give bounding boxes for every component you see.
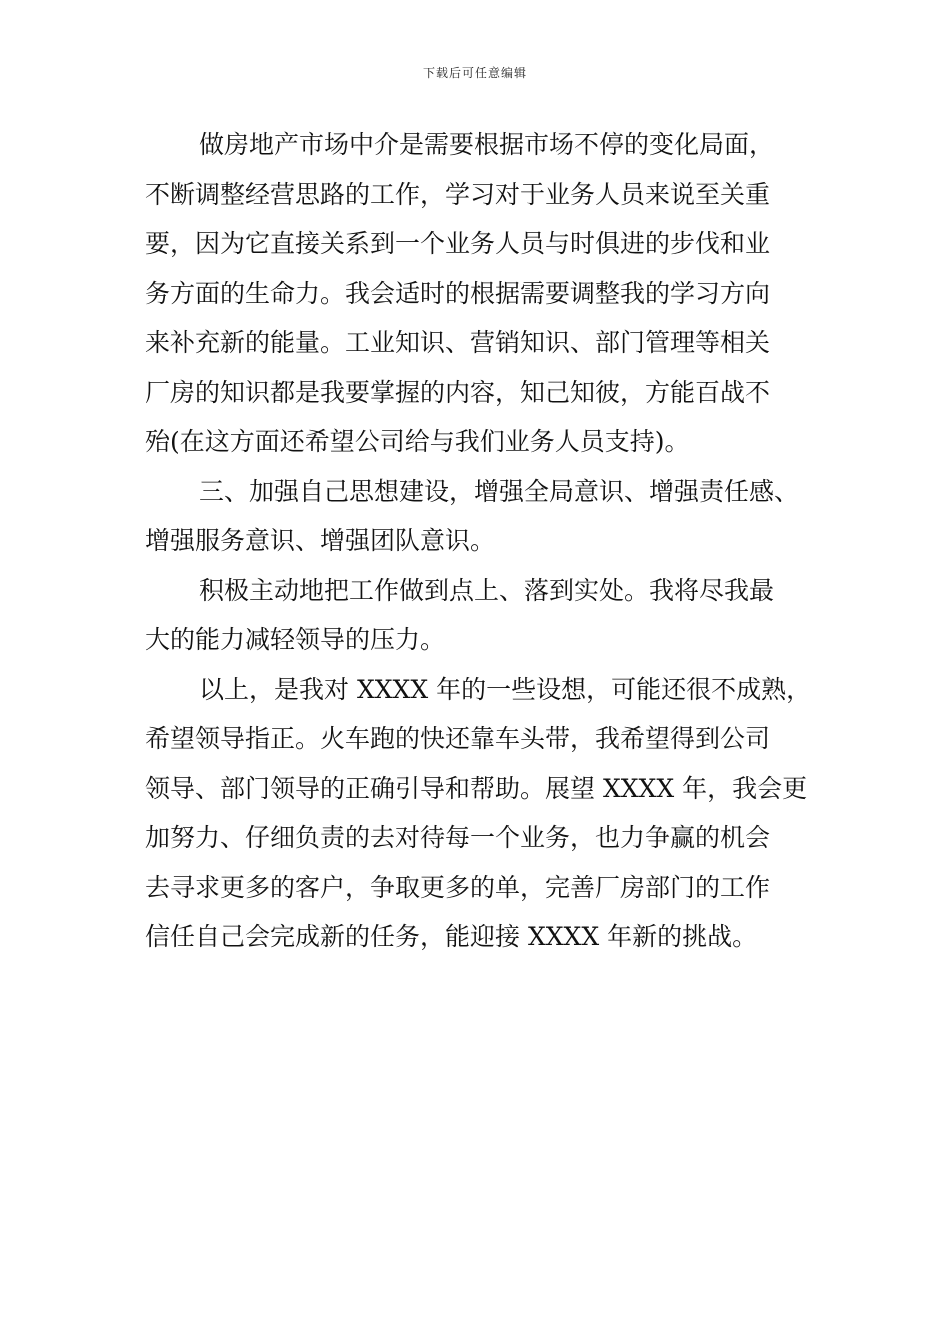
- text-line: 信任自己会完成新的任务，能迎接 XXXX 年新的挑战。: [145, 922, 758, 951]
- text-line: 去寻求更多的客户，争取更多的单，完善厂房部门的工作: [145, 872, 771, 902]
- text-line: 大的能力减轻领导的压力。: [145, 625, 446, 654]
- paragraph: [145, 566, 825, 665]
- text-line: 希望领导指正。火车跑的快还靠车头带，我希望得到公司: [145, 724, 771, 753]
- text-line: 领导、部门领导的正确引导和帮助。展望 XXXX 年，我会更: [145, 773, 808, 803]
- text-line: 三、加强自己思想建设，增强全局意识、增强责任感、: [199, 476, 800, 506]
- text-line: 做房地产市场中介是需要根据市场不停的变化局面，: [199, 130, 775, 159]
- paragraph: [145, 665, 825, 962]
- text-line: 不断调整经营思路的工作，学习对于业务人员来说至关重: [145, 179, 771, 209]
- text-line: 殆(在这方面还希望公司给与我们业务人员支持)。: [145, 427, 690, 456]
- text-line: 增强服务意识、增强团队意识。: [145, 526, 496, 555]
- paragraph: [145, 120, 825, 467]
- document-body: [145, 120, 825, 962]
- text-line: 积极主动地把工作做到点上、落到实处。我将尽我最: [199, 575, 775, 605]
- text-line: 厂房的知识都是我要掌握的内容，知己知彼，方能百战不: [145, 377, 771, 407]
- text-line: 要，因为它直接关系到一个业务人员与时俱进的步伐和业: [145, 229, 771, 258]
- text-line: 来补充新的能量。工业知识、营销知识、部门管理等相关: [145, 328, 771, 357]
- text-line: 以上，是我对 XXXX 年的一些设想，可能还很不成熟，: [199, 674, 812, 704]
- text-line: 务方面的生命力。我会适时的根据需要调整我的学习方向: [145, 278, 771, 308]
- page-header: 下载后可任意编辑: [422, 66, 527, 80]
- paragraph: [145, 467, 825, 566]
- text-line: 加努力、仔细负责的去对待每一个业务，也力争赢的机会: [145, 823, 771, 852]
